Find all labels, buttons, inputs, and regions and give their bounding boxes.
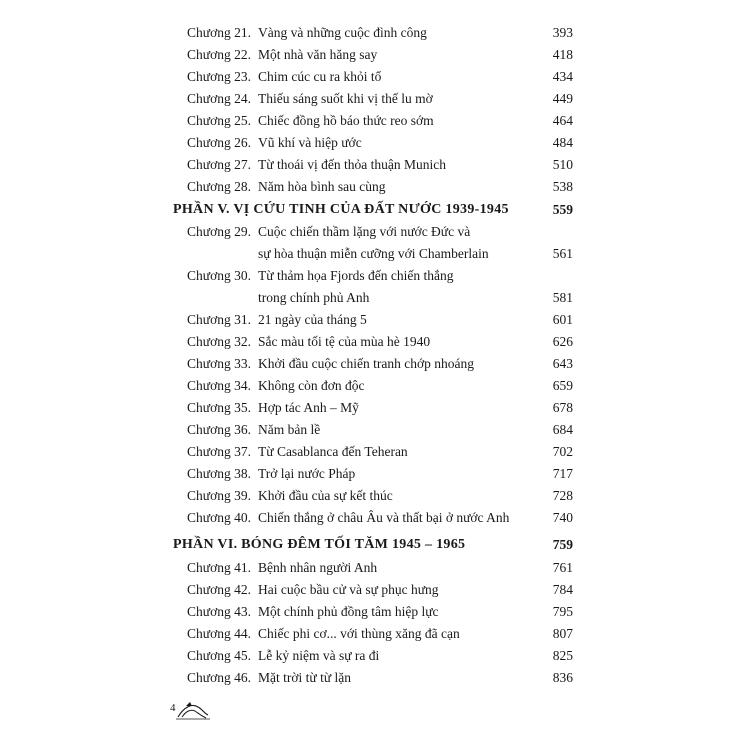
chapter-number: Chương 38.: [187, 466, 251, 481]
part-heading-6: [0, 533, 750, 557]
chapter-number: Chương 34.: [187, 378, 251, 393]
page-number: 784: [552, 582, 573, 597]
toc-entry-27: [0, 154, 750, 176]
page-number: 659: [552, 378, 573, 393]
chapter-title: Năm hòa bình sau cùng: [258, 179, 386, 194]
toc-entry-29-line1: [0, 221, 750, 243]
page-number: 561: [552, 246, 573, 261]
chapter-number: Chương 37.: [187, 444, 251, 459]
toc-entry-37: [0, 441, 750, 463]
toc-entry-44: [0, 623, 750, 645]
toc-entry-28: [0, 176, 750, 198]
toc-entry-29-line2: [0, 243, 750, 265]
chapter-title: sự hòa thuận miễn cưỡng với Chamberlain: [258, 246, 489, 261]
chapter-number: Chương 42.: [187, 582, 251, 597]
chapter-title: Cuộc chiến thầm lặng với nước Đức và: [258, 224, 471, 239]
chapter-title: Một chính phủ đồng tâm hiệp lực: [258, 604, 439, 619]
chapter-number: Chương 28.: [187, 179, 251, 194]
chapter-title: Khởi đầu của sự kết thúc: [258, 488, 393, 503]
chapter-title: Khởi đầu cuộc chiến tranh chớp nhoáng: [258, 356, 474, 371]
chapter-title: Lễ kỷ niệm và sự ra đi: [258, 648, 380, 663]
chapter-number: Chương 44.: [187, 626, 251, 641]
chapter-title: Từ Casablanca đến Teheran: [258, 444, 408, 459]
footer-ornament-icon: [176, 699, 210, 721]
page-number: 581: [552, 290, 573, 305]
chapter-number: Chương 41.: [187, 560, 251, 575]
chapter-title: Thiếu sáng suốt khi vị thế lu mờ: [258, 91, 433, 106]
chapter-title: Chiếc đồng hồ báo thức reo sớm: [258, 113, 434, 128]
chapter-title: Hai cuộc bầu cử và sự phục hưng: [258, 582, 439, 597]
chapter-number: Chương 25.: [187, 113, 251, 128]
chapter-number: Chương 23.: [187, 69, 251, 84]
page-number: 678: [552, 400, 573, 415]
chapter-title: Mặt trời từ từ lặn: [258, 670, 352, 685]
toc-entry-21: [0, 22, 750, 44]
page-number: 538: [552, 179, 573, 194]
page-number: 643: [552, 356, 573, 371]
page-number: 759: [552, 537, 573, 552]
chapter-number: Chương 35.: [187, 400, 251, 415]
chapter-number: Chương 31.: [187, 312, 251, 327]
chapter-number: Chương 36.: [187, 422, 251, 437]
toc-entry-24: [0, 88, 750, 110]
toc-entry-41: [0, 557, 750, 579]
page-number: 807: [552, 626, 573, 641]
chapter-number: Chương 46.: [187, 670, 251, 685]
toc-entry-30-line2: [0, 287, 750, 309]
page-number: 434: [552, 69, 573, 84]
chapter-number: Chương 45.: [187, 648, 251, 663]
toc-entry-46: [0, 667, 750, 689]
chapter-number: Chương 40.: [187, 510, 251, 525]
chapter-title: Bệnh nhân người Anh: [258, 560, 378, 575]
chapter-title: Từ thảm họa Fjords đến chiến thắng: [258, 268, 454, 283]
toc-entry-25: [0, 110, 750, 132]
page-number: 836: [552, 670, 573, 685]
page-number: 393: [552, 25, 573, 40]
page-number: 418: [552, 47, 573, 62]
part-title: PHẦN VI. BÓNG ĐÊM TỐI TĂM 1945 – 1965: [173, 537, 466, 552]
chapter-number: Chương 22.: [187, 47, 251, 62]
chapter-number: Chương 29.: [187, 224, 251, 239]
toc-entry-45: [0, 645, 750, 667]
chapter-number: Chương 39.: [187, 488, 251, 503]
chapter-title: Sắc màu tối tệ của mùa hè 1940: [258, 334, 431, 349]
toc-entry-36: [0, 419, 750, 441]
toc-entry-23: [0, 66, 750, 88]
chapter-title: trong chính phủ Anh: [258, 290, 370, 305]
page-number: 702: [552, 444, 573, 459]
page-number: 717: [552, 466, 573, 481]
folio-page-number: 4: [170, 702, 176, 714]
chapter-title: Chiếc phi cơ... với thùng xăng đã cạn: [258, 626, 460, 641]
chapter-number: Chương 30.: [187, 268, 251, 283]
chapter-title: Vũ khí và hiệp ước: [258, 135, 362, 150]
page-number: 825: [552, 648, 573, 663]
toc-entry-40: [0, 507, 750, 529]
page-number: 684: [552, 422, 573, 437]
toc-entry-42: [0, 579, 750, 601]
page-number: 484: [552, 135, 573, 150]
chapter-number: Chương 32.: [187, 334, 251, 349]
page-number: 795: [552, 604, 573, 619]
chapter-title: Hợp tác Anh – Mỹ: [258, 400, 359, 415]
toc-entry-22: [0, 44, 750, 66]
chapter-title: Một nhà văn hăng say: [258, 47, 378, 62]
toc-entry-38: [0, 463, 750, 485]
chapter-title: 21 ngày của tháng 5: [258, 312, 367, 327]
toc-entry-34: [0, 375, 750, 397]
chapter-title: Chiến thắng ở châu Âu và thất bại ở nước Anh: [258, 510, 510, 525]
page-number: 728: [552, 488, 573, 503]
chapter-number: Chương 27.: [187, 157, 251, 172]
page-number: 449: [552, 91, 573, 106]
part-heading-5: [0, 198, 750, 222]
toc-entry-26: [0, 132, 750, 154]
chapter-number: Chương 21.: [187, 25, 251, 40]
chapter-number: Chương 24.: [187, 91, 251, 106]
chapter-title: Trở lại nước Pháp: [258, 466, 356, 481]
chapter-title: Không còn đơn độc: [258, 378, 365, 393]
chapter-title: Từ thoái vị đến thỏa thuận Munich: [258, 157, 447, 172]
page-number: 464: [552, 113, 573, 128]
toc-entry-30-line1: [0, 265, 750, 287]
page-number: 559: [552, 202, 573, 217]
toc-entry-39: [0, 485, 750, 507]
chapter-title: Vàng và những cuộc đình công: [258, 25, 427, 40]
page-number: 601: [552, 312, 573, 327]
chapter-title: Năm bản lề: [258, 422, 321, 437]
toc-entry-33: [0, 353, 750, 375]
toc-entry-35: [0, 397, 750, 419]
page-number: 626: [552, 334, 573, 349]
chapter-number: Chương 43.: [187, 604, 251, 619]
toc-entry-43: [0, 601, 750, 623]
page-number: 510: [552, 157, 573, 172]
chapter-number: Chương 26.: [187, 135, 251, 150]
page-number: 740: [552, 510, 573, 525]
toc-entry-32: [0, 331, 750, 353]
chapter-number: Chương 33.: [187, 356, 251, 371]
chapter-title: Chim cúc cu ra khỏi tổ: [258, 69, 382, 84]
toc-entry-31: [0, 309, 750, 331]
page-number: 761: [552, 560, 573, 575]
part-title: PHẦN V. VỊ CỨU TINH CỦA ĐẤT NƯỚC 1939-1945: [173, 202, 509, 217]
